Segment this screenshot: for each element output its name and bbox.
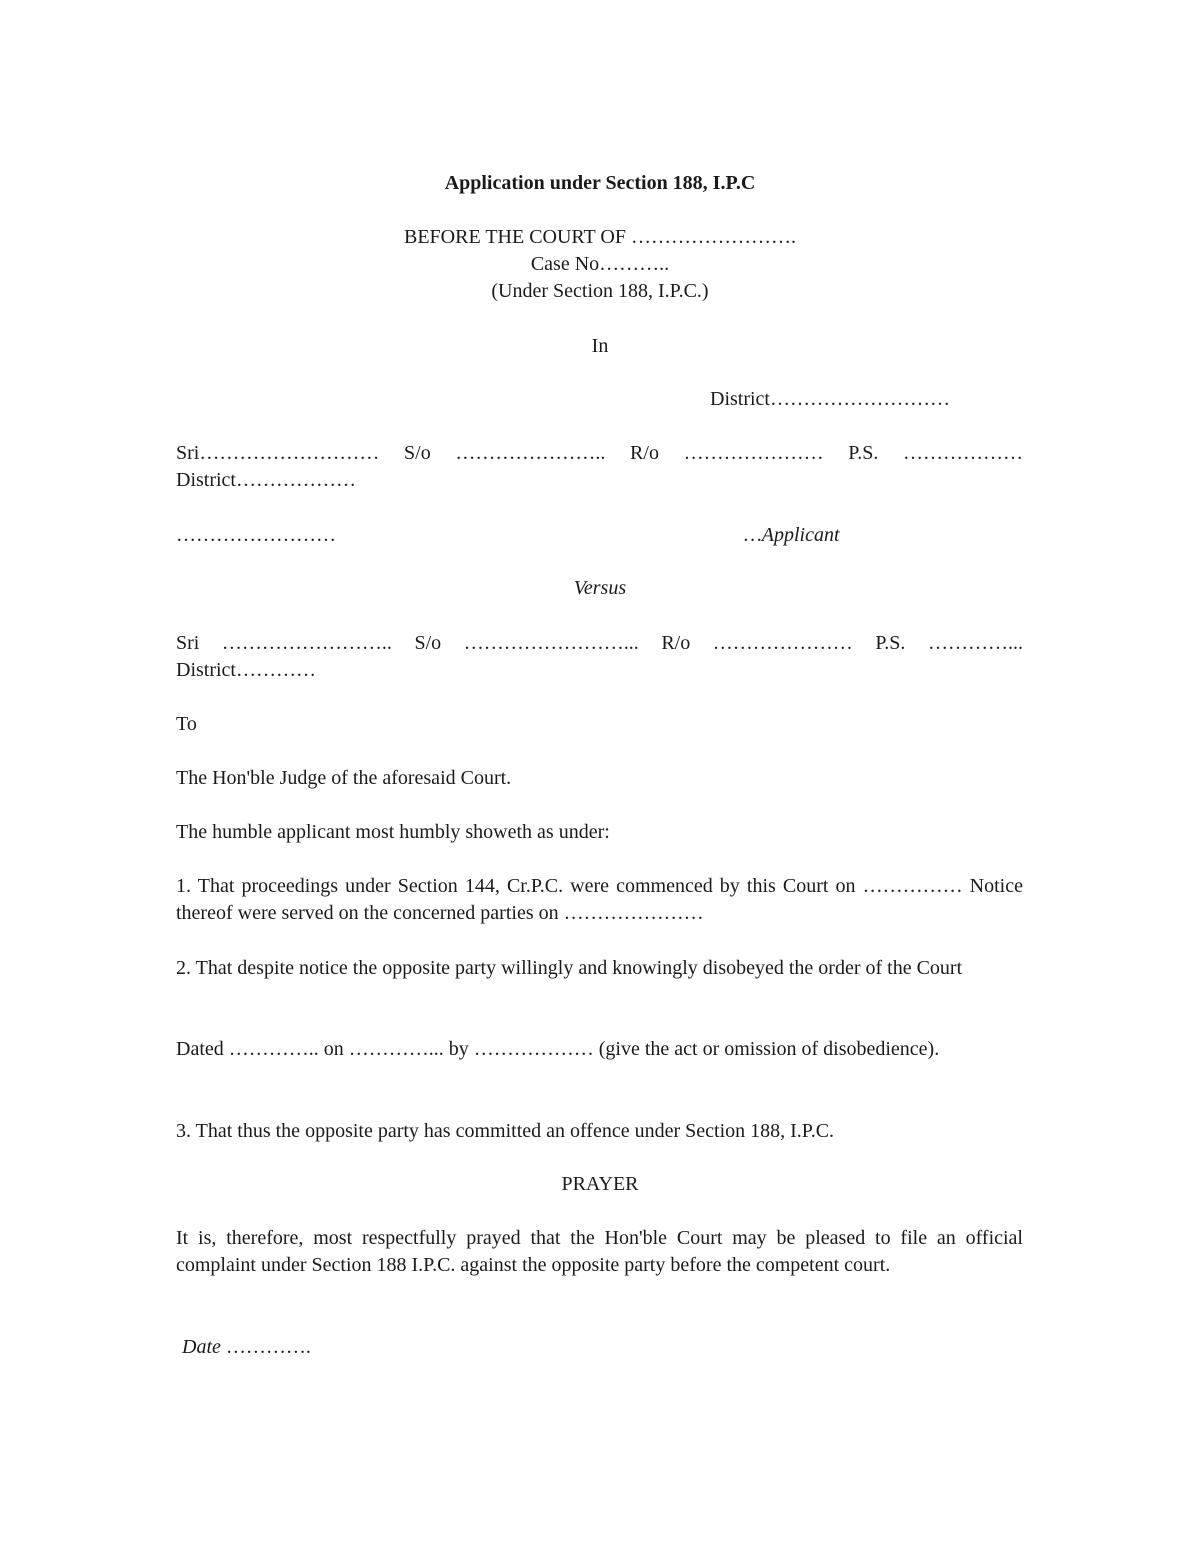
opposite-party-details: Sri …………………….. S/o ……………………... R/o ………………… P.S. …………... xyxy=(176,632,1023,654)
prayer-heading: PRAYER xyxy=(561,1173,639,1195)
document-title: Application under Section 188, I.P.C xyxy=(444,172,756,194)
paragraph-2: 2. That despite notice the opposite party willingly and knowingly disobeyed the order of the Court xyxy=(176,957,963,979)
under-section: (Under Section 188, I.P.C.) xyxy=(491,280,709,302)
applicant-details: Sri……………………… S/o ………………….. R/o ………………… P.S. ……………… xyxy=(176,442,1023,464)
court-header: BEFORE THE COURT OF ……………………. xyxy=(404,226,796,248)
date-line xyxy=(182,1334,311,1361)
applicant-label: …Applicant xyxy=(744,524,840,546)
to-label: To xyxy=(176,713,197,735)
in-label: In xyxy=(591,335,609,357)
case-number: Case No……….. xyxy=(530,253,670,275)
applicant-block xyxy=(176,440,1023,494)
district-field: District……………………… xyxy=(710,388,950,410)
opposite-party-block xyxy=(176,630,1023,684)
applicant-name-blank: …………………… xyxy=(176,524,336,546)
paragraph-1: 1. That proceedings under Section 144, Cr.P.C. were commenced by this Court on …………… Notice thereof were served on the concerned parties on ………………… xyxy=(176,875,1023,924)
opposite-party-district: District………… xyxy=(176,659,316,681)
applicant-district: District……………… xyxy=(176,469,356,491)
versus-label: Versus xyxy=(573,577,627,599)
date-value: …………. xyxy=(225,1336,311,1358)
prayer-text: It is, therefore, most respectfully prayed that the Hon'ble Court may be pleased to file an official complaint under Section 188 I.P.C. against the opposite party before the competent court. xyxy=(176,1227,1023,1276)
addressee: The Hon'ble Judge of the aforesaid Court. xyxy=(176,767,512,789)
date-label: Date xyxy=(182,1336,221,1358)
intro-statement: The humble applicant most humbly showeth as under: xyxy=(176,821,610,843)
paragraph-2-dated: Dated ………….. on …………... by ……………… (give the act or omission of disobedience). xyxy=(176,1038,940,1060)
paragraph-3: 3. That thus the opposite party has committed an offence under Section 188, I.P.C. xyxy=(176,1120,835,1142)
